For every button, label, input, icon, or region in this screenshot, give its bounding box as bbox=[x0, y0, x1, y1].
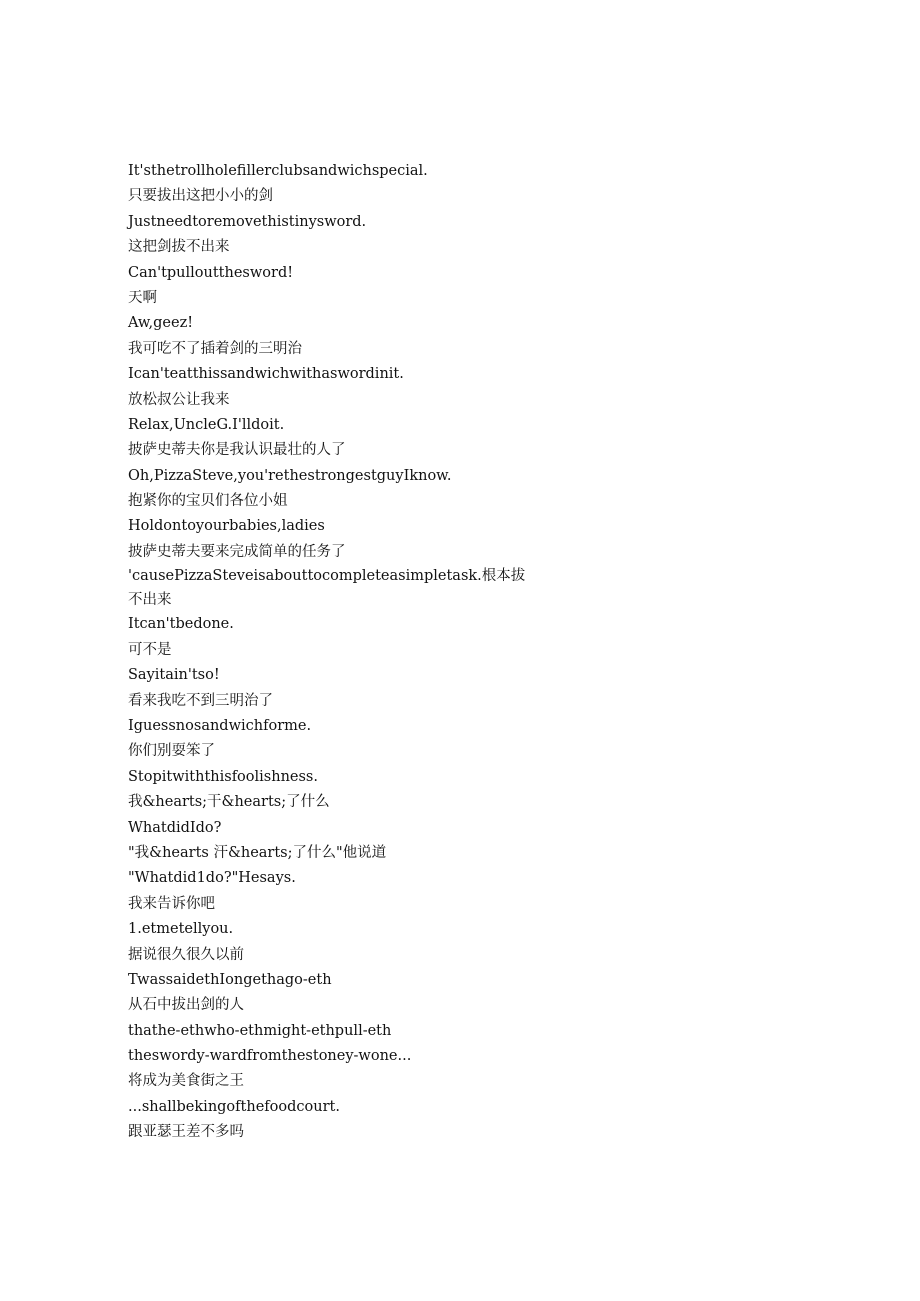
transcript-line: It'sthetrollholefillerclubsandwichspecial. bbox=[128, 163, 428, 179]
transcript-line: theswordy-wardfromthestoney-wone... bbox=[128, 1048, 412, 1065]
transcript-line: 我可吃不了插着剑的三明治 bbox=[128, 340, 302, 357]
transcript-line: 1.etmetellyou. bbox=[128, 921, 234, 938]
transcript-line: 披萨史蒂夫你是我认识最壮的人了 bbox=[128, 442, 346, 459]
transcript-line: Ican'teatthissandwichwithaswordinit. bbox=[128, 366, 404, 383]
transcript-line: 天啊 bbox=[128, 289, 157, 306]
transcript-line: TwassaidethIongethago-eth bbox=[128, 971, 332, 988]
transcript-line: Holdontoyourbabies,ladies bbox=[128, 518, 325, 535]
transcript-line: 我&hearts;干&hearts;了什么 bbox=[128, 794, 330, 811]
transcript-line: "我&hearts 汗&hearts;了什么"他说道 bbox=[128, 844, 387, 861]
transcript-line: Justneedtoremovethistinysword. bbox=[128, 213, 367, 230]
transcript-line: 据说很久很久以前 bbox=[128, 946, 244, 963]
transcript-line: 你们别耍笨了 bbox=[128, 743, 215, 760]
transcript-line: 抱紧你的宝贝们各位小姐 bbox=[128, 493, 288, 510]
transcript-line: Relax,UncleG.I'lldoit. bbox=[128, 416, 285, 433]
transcript-line: WhatdidIdo? bbox=[128, 819, 222, 836]
transcript-line: 只要拔出这把小小的剑 bbox=[128, 188, 273, 205]
transcript-line: 披萨史蒂夫要来完成简单的任务了 bbox=[128, 543, 346, 560]
transcript-lines bbox=[128, 159, 528, 1146]
transcript-line: ...shallbekingofthefoodcourt. bbox=[128, 1098, 340, 1115]
transcript-line: Can'tpulloutthesword! bbox=[128, 264, 294, 281]
transcript-line: Iguessnosandwichforme. bbox=[128, 718, 312, 734]
transcript-line: 从石中拔出剑的人 bbox=[128, 997, 244, 1014]
transcript-line: Oh,PizzaSteve,you'rethestrongestguyIknow. bbox=[128, 467, 452, 484]
transcript-line: 可不是 bbox=[128, 641, 172, 658]
transcript-line: Sayitain'tso! bbox=[128, 667, 220, 684]
transcript-line: 看来我吃不到三明治了 bbox=[128, 692, 273, 709]
transcript-line: 放松叔公让我来 bbox=[128, 391, 230, 408]
transcript-line: 'causePizzaSteveisabouttocompleteasimpletask.根本拔不出来 bbox=[128, 568, 526, 608]
transcript-line: Stopitwiththisfoolishness. bbox=[128, 768, 318, 785]
transcript-line: 将成为美食街之王 bbox=[128, 1073, 244, 1090]
transcript-line: "Whatdid1do?"Hesays. bbox=[128, 870, 296, 887]
transcript-line: Aw,geez! bbox=[128, 315, 194, 332]
transcript-line: 我来告诉你吧 bbox=[128, 895, 215, 912]
transcript-line: 跟亚瑟王差不多吗 bbox=[128, 1124, 244, 1141]
transcript-line: thathe-ethwho-ethmight-ethpull-eth bbox=[128, 1022, 392, 1039]
transcript-line: Itcan'tbedone. bbox=[128, 616, 234, 633]
transcript-line: 这把剑拔不出来 bbox=[128, 239, 230, 256]
